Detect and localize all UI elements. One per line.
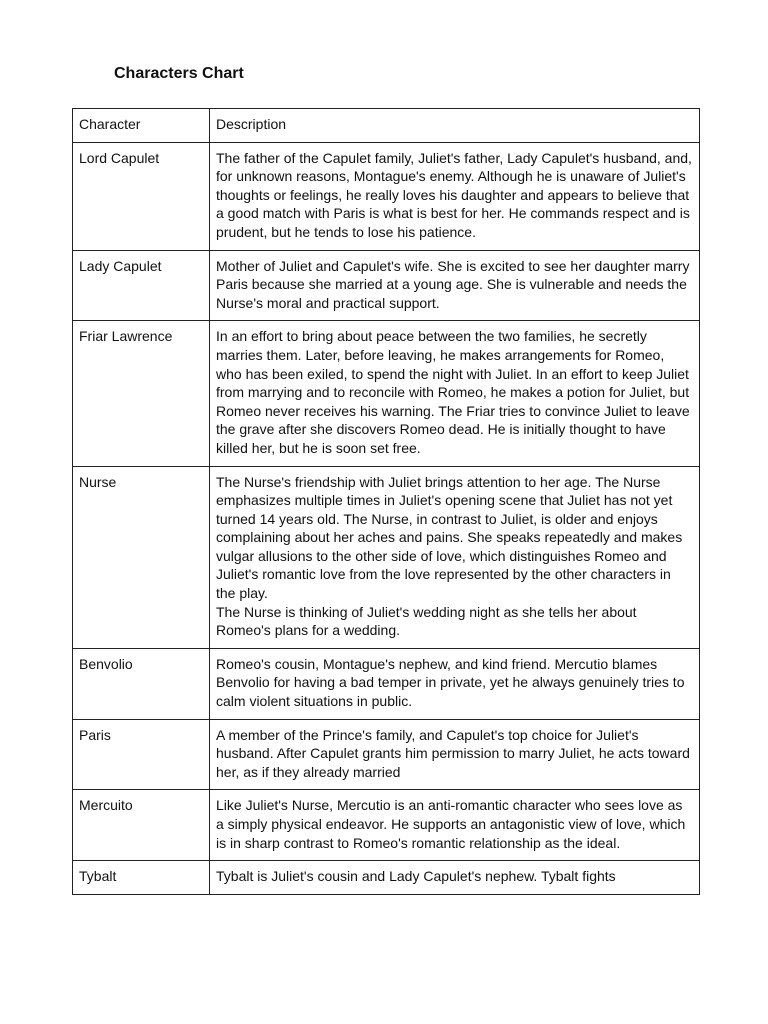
table-row [73, 790, 700, 861]
character-name: Nurse [73, 466, 210, 648]
character-description: Tybalt is Juliet's cousin and Lady Capulet's nephew. Tybalt fights [210, 861, 700, 895]
table-header-row [73, 109, 700, 143]
character-name: Mercuito [73, 790, 210, 861]
character-name: Lady Capulet [73, 250, 210, 321]
character-description: A member of the Prince's family, and Capulet's top choice for Juliet's husband. After Capulet grants him permission to marry Juliet, he acts toward her, as if they already married [210, 719, 700, 790]
table-row [73, 648, 700, 719]
page-title: Characters Chart [114, 65, 244, 82]
table-row [73, 142, 700, 250]
header-description: Description [210, 109, 700, 143]
character-name: Benvolio [73, 648, 210, 719]
character-description: The father of the Capulet family, Juliet's father, Lady Capulet's husband, and, for unknown reasons, Montague's enemy. Although he is unaware of Juliet's thoughts or feelings, he really loves his daughter and appears to believe that a good match with Paris is what is best for her. He commands respect and is prudent, but he tends to lose his patience. [210, 142, 700, 250]
character-description: The Nurse's friendship with Juliet brings attention to her age. The Nurse emphasizes multiple times in Juliet's opening scene that Juliet has not yet turned 14 years old. The Nurse, in contrast to Juliet, is older and enjoys complaining about her aches and pains. She speaks repeatedly and makes vulgar allusions to the other side of love, which distinguishes Romeo and Juliet's romantic love from the love represented by the other characters in the play. The Nurse is thinking of Juliet's wedding night as she tells her about Romeo's plans for a wedding. [210, 466, 700, 648]
character-name: Friar Lawrence [73, 321, 210, 466]
character-description: Romeo's cousin, Montague's nephew, and kind friend. Mercutio blames Benvolio for having a bad temper in private, yet he always genuinely tries to calm violent situations in public. [210, 648, 700, 719]
character-description: In an effort to bring about peace between the two families, he secretly marries them. Later, before leaving, he makes arrangements for Romeo, who has been exiled, to spend the night with Juliet. In an effort to keep Juliet from marrying and to reconcile with Romeo, he makes a potion for Juliet, but Romeo never receives his warning. The Friar tries to convince Juliet to leave the grave after she discovers Romeo dead. He is initially thought to have killed her, but he is soon set free. [210, 321, 700, 466]
character-description: Mother of Juliet and Capulet's wife. She is excited to see her daughter marry Paris because she married at a young age. She is vulnerable and needs the Nurse's moral and practical support. [210, 250, 700, 321]
table-row [73, 466, 700, 648]
character-name: Lord Capulet [73, 142, 210, 250]
character-name: Tybalt [73, 861, 210, 895]
table-row [73, 719, 700, 790]
character-description: Like Juliet's Nurse, Mercutio is an anti-romantic character who sees love as a simply physical endeavor. He supports an antagonistic view of love, which is in sharp contrast to Romeo's romantic relationship as the ideal. [210, 790, 700, 861]
table-row [73, 321, 700, 466]
character-name: Paris [73, 719, 210, 790]
table-row [73, 861, 700, 895]
table-row [73, 250, 700, 321]
characters-table [72, 108, 700, 895]
header-character: Character [73, 109, 210, 143]
